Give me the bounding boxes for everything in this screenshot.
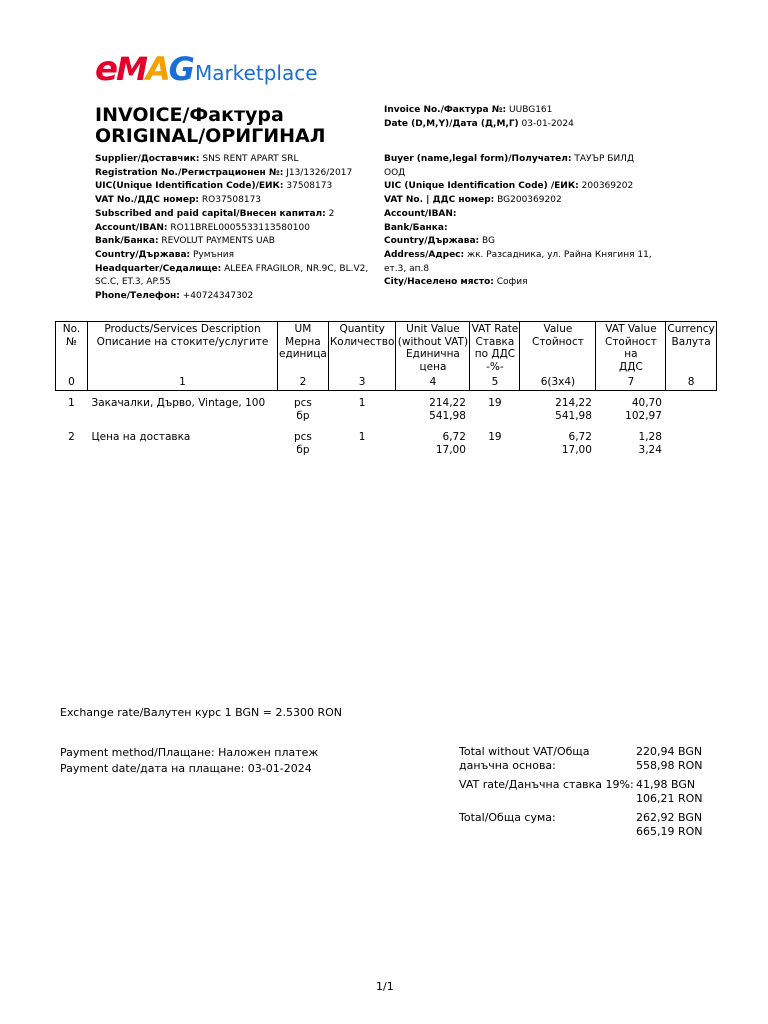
totals-block xyxy=(459,745,716,838)
emag-marketplace-logo xyxy=(95,49,318,89)
header-value: Value Стойност xyxy=(520,322,596,375)
table-header-row xyxy=(56,322,717,375)
header-quantity: Quantity Количество xyxy=(328,322,396,375)
header-unit-value: Unit Value (without VAT) Единична цена xyxy=(397,323,469,373)
row-vat-value: 1,28 3,24 xyxy=(638,431,662,456)
header-vat-value: VAT Value Стойност на ДДС xyxy=(596,322,666,375)
page-number: 1/1 xyxy=(376,980,394,993)
column-number: 8 xyxy=(666,375,716,391)
row-description: Закачалки, Дърво, Vintage, 100 xyxy=(91,397,266,409)
table-column-numbers-row xyxy=(56,375,717,391)
row-um: pcs бр xyxy=(293,431,312,456)
row-unit-value: 6,72 17,00 xyxy=(435,431,466,456)
buyer-iban: Account/IBAN: xyxy=(384,208,457,219)
column-number: 4 xyxy=(396,375,470,391)
buyer-country: Country/Държава: BG xyxy=(384,236,495,247)
row-currency xyxy=(666,391,716,423)
supplier-phone: Phone/Телефон: +40724347302 xyxy=(95,291,254,302)
invoice-title: INVOICE/Фактура xyxy=(95,104,284,126)
buyer-vat: VAT No. | ДДС номер: BG200369202 xyxy=(384,195,562,206)
table-row xyxy=(56,391,717,423)
payment-info xyxy=(60,745,318,777)
supplier-iban: Account/IBAN: RO11BREL0005533113580100 xyxy=(95,222,310,233)
row-quantity: 1 xyxy=(358,397,366,409)
row-vat-rate: 19 xyxy=(488,431,502,443)
header-no: No. № xyxy=(56,322,88,375)
logo-marketplace-text: Marketplace xyxy=(194,61,318,85)
column-number: 1 xyxy=(88,375,278,391)
row-no: 1 xyxy=(68,397,75,409)
supplier-capital: Subscribed and paid capital/Внесен капитал: 2 xyxy=(95,208,335,219)
row-currency xyxy=(666,422,716,456)
total-amount: Total/Обща сума: 262,92 BGN 665,19 RON xyxy=(459,811,703,838)
row-description: Цена на доставка xyxy=(91,431,191,443)
supplier-uic: UIC(Unique Identification Code)/ЕИК: 37508173 xyxy=(95,181,333,192)
invoice-number: Invoice No./Фактура №: UUBG161 xyxy=(384,105,553,115)
row-no: 2 xyxy=(68,431,75,443)
supplier-bank: Bank/Банка: REVOLUT PAYMENTS UAB xyxy=(95,236,275,247)
header-vat-rate: VAT Rate Ставка по ДДС -%- xyxy=(471,323,519,373)
table-row xyxy=(56,422,717,456)
column-number: 0 xyxy=(56,375,88,391)
header-currency: Currency Валута xyxy=(666,322,716,375)
column-number: 5 xyxy=(470,375,520,391)
buyer-uic: UIC (Unique Identification Code) /ЕИК: 200369202 xyxy=(384,181,634,192)
buyer-bank: Bank/Банка: xyxy=(384,222,448,233)
emag-logo-mark: eMAG xyxy=(95,49,193,89)
invoice-items-table xyxy=(55,321,717,456)
total-without-vat: Total without VAT/Обща данъчна основа: 220,94 BGN 558,98 RON xyxy=(459,745,703,772)
column-number: 2 xyxy=(278,375,329,391)
original-title: ORIGINAL/ОРИГИНАЛ xyxy=(95,125,326,147)
column-number: 3 xyxy=(328,375,396,391)
row-vat-value: 40,70 102,97 xyxy=(625,397,662,422)
row-vat-rate: 19 xyxy=(488,397,502,409)
total-vat: VAT rate/Данъчна ставка 19%: 41,98 BGN 106,21 RON xyxy=(459,778,703,805)
exchange-rate: Exchange rate/Валутен курс 1 BGN = 2.5300 RON xyxy=(60,706,342,719)
invoice-date: Date (D,M,Y)/Дата (Д,М,Г) 03-01-2024 xyxy=(384,118,574,129)
row-value: 6,72 17,00 xyxy=(561,431,592,456)
column-number: 6(3x4) xyxy=(520,375,596,391)
row-quantity: 1 xyxy=(358,431,366,443)
header-description: Products/Services Description Описание на стоките/услугите xyxy=(88,322,278,375)
supplier-country: Country/Държава: Румъния xyxy=(95,249,235,260)
supplier-info xyxy=(95,153,370,304)
buyer-city: City/Населено място: София xyxy=(384,277,528,288)
invoice-meta xyxy=(384,104,714,131)
row-um: pcs бр xyxy=(293,397,312,422)
buyer-info xyxy=(384,153,654,290)
row-unit-value: 214,22 541,98 xyxy=(429,397,466,422)
supplier-name: Supplier/Доставчик: SNS RENT APART SRL xyxy=(95,154,299,164)
payment-date: Payment date/дата на плащане: 03-01-2024 xyxy=(60,762,312,775)
column-number: 7 xyxy=(596,375,666,391)
supplier-registration: Registration No./Регистрационен №: J13/1326/2017 xyxy=(95,167,353,178)
buyer-address: Address/Адрес: жк. Разсадника, ул. Райна Княгиня 11, ет.3, ап.8 xyxy=(384,249,652,274)
buyer-name: Buyer (name,legal form)/Получател: ТАУЪР БИЛД ООД xyxy=(384,154,634,178)
header-um: UM Мерна единица xyxy=(278,322,329,375)
supplier-vat: VAT No./ДДС номер: RO37508173 xyxy=(95,195,262,206)
supplier-headquarter: Headquarter/Седалище: ALEEA FRAGILOR, NR.9C, BL.V2, SC.C, ET.3, AP.55 xyxy=(95,263,369,288)
row-value: 214,22 541,98 xyxy=(555,397,592,422)
payment-method: Payment method/Плащане: Наложен платеж xyxy=(60,746,319,759)
